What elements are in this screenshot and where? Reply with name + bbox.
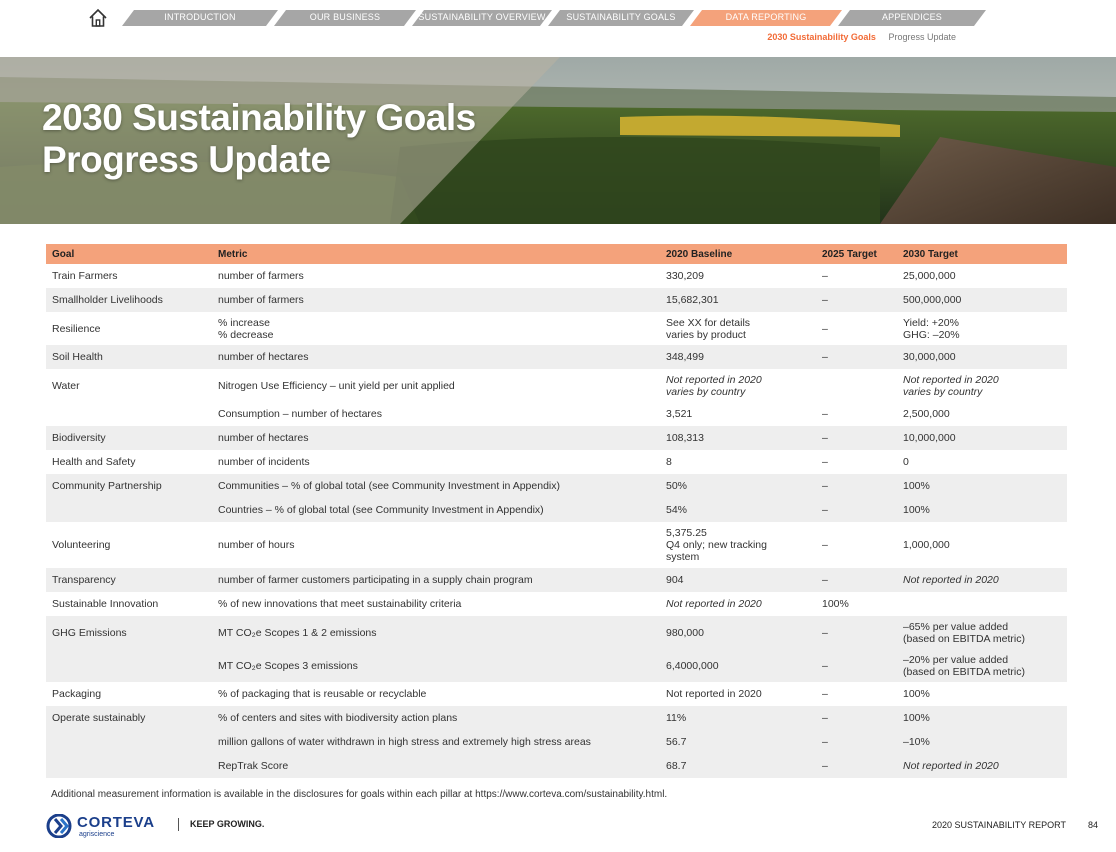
table-row: [46, 754, 1067, 778]
table-row: [46, 450, 1067, 474]
baseline-cell: 980,000: [660, 616, 816, 649]
page-number: 84: [1087, 820, 1098, 830]
subnav-active-link[interactable]: 2030 Sustainability Goals: [767, 32, 876, 42]
goal-cell: GHG Emissions: [46, 616, 212, 649]
metric-cell: Consumption – number of hectares: [218, 408, 383, 420]
goals-table: [46, 244, 1067, 778]
goal-cell: [46, 754, 212, 778]
table-row: [46, 402, 1067, 426]
nav-tab-sustainability-goals[interactable]: [548, 10, 694, 26]
nav-tab-label: APPENDICES: [881, 12, 943, 22]
target-2030-cell: 30,000,000: [897, 345, 1067, 369]
baseline-cell: 8: [666, 456, 672, 468]
footnote: Additional measurement information is available in the disclosures for goals within each pillar at https://www.corteva.com/sustainability.html.: [51, 789, 668, 800]
column-header-2025-target: 2025 Target: [816, 244, 897, 264]
brand-subtitle: agriscience: [79, 831, 115, 838]
target-2025-cell: –: [816, 426, 897, 450]
nav-tab-our-business[interactable]: [274, 10, 416, 26]
target-2030-cell: –10%: [897, 730, 1067, 754]
report-title: 2020 SUSTAINABILITY REPORT: [931, 820, 1066, 830]
metric-cell: number of farmer customers participating in a supply chain program: [212, 568, 660, 592]
target-2030-cell: 100%: [897, 474, 1067, 498]
table-row: [46, 522, 1067, 568]
page-title-line1: 2030 Sustainability Goals: [42, 97, 476, 138]
baseline-cell: 54%: [660, 498, 816, 522]
metric-cell: MT CO₂e Scopes 1 & 2 emissions: [212, 616, 660, 649]
baseline-cell: Not reported in 2020 varies by country: [666, 373, 762, 398]
table-row: [46, 649, 1067, 682]
target-2025-cell: –: [822, 456, 828, 468]
baseline-cell: 15,682,301: [660, 288, 816, 312]
baseline-cell: 68.7: [660, 754, 816, 778]
nav-tab-label: OUR BUSINESS: [309, 12, 381, 22]
goal-cell: Train Farmers: [52, 270, 118, 282]
target-2030-cell: 0: [903, 456, 909, 468]
baseline-cell: See XX for details varies by product: [666, 316, 751, 341]
target-2030-cell: 500,000,000: [897, 288, 1067, 312]
target-2025-cell: –: [816, 474, 897, 498]
metric-cell: % of centers and sites with biodiversity action plans: [212, 706, 660, 730]
target-2030-cell: Not reported in 2020 varies by country: [903, 373, 999, 398]
metric-cell: % of new innovations that meet sustainability criteria: [218, 598, 462, 610]
divider: [178, 818, 179, 831]
goal-cell: Packaging: [52, 688, 102, 700]
page-footer: [0, 812, 1116, 842]
metric-cell: number of hours: [218, 539, 295, 551]
column-header-2020-baseline: 2020 Baseline: [660, 244, 816, 264]
nav-tab-appendices[interactable]: [838, 10, 986, 26]
target-2025-cell: –: [822, 270, 828, 282]
corteva-logo-icon: [46, 814, 72, 838]
metric-cell: number of farmers: [218, 270, 304, 282]
target-2025-cell: –: [816, 288, 897, 312]
baseline-cell: 5,375.25 Q4 only; new tracking system: [666, 527, 767, 563]
metric-cell: RepTrak Score: [212, 754, 660, 778]
page-title-line2: Progress Update: [42, 139, 331, 180]
target-2025-cell: –: [822, 322, 828, 335]
nav-tab-label: DATA REPORTING: [725, 12, 807, 22]
nav-tab-label: INTRODUCTION: [164, 12, 236, 22]
target-2025-cell: –: [816, 568, 897, 592]
nav-tab-data-reporting[interactable]: [690, 10, 842, 26]
baseline-cell: 108,313: [660, 426, 816, 450]
table-row: [46, 568, 1067, 592]
target-2030-cell: 25,000,000: [903, 270, 956, 282]
target-2025-cell: –: [822, 408, 828, 420]
target-2030-cell: Yield: +20% GHG: –20%: [903, 316, 960, 341]
target-2030-cell: 1,000,000: [903, 539, 950, 551]
baseline-cell: 904: [660, 568, 816, 592]
metric-cell: % increase % decrease: [218, 316, 274, 341]
target-2025-cell: –: [816, 706, 897, 730]
nav-tab-label: SUSTAINABILITY OVERVIEW: [418, 12, 546, 22]
page-title: [42, 97, 476, 181]
tagline: KEEP GROWING.: [190, 819, 265, 829]
metric-cell: Countries – % of global total (see Community Investment in Appendix): [212, 498, 660, 522]
table-row: [46, 706, 1067, 730]
target-2030-cell: –20% per value added (based on EBITDA metric): [897, 649, 1067, 682]
target-2030-cell: [897, 592, 1067, 616]
metric-cell: number of hectares: [212, 345, 660, 369]
subnav-link[interactable]: Progress Update: [888, 32, 956, 42]
nav-tab-introduction[interactable]: [122, 10, 278, 26]
metric-cell: number of incidents: [218, 456, 310, 468]
table-row: [46, 369, 1067, 402]
column-header-goal: Goal: [46, 244, 212, 264]
goal-cell: Community Partnership: [46, 474, 212, 498]
column-header-metric: Metric: [212, 244, 660, 264]
column-header-2030-target: 2030 Target: [897, 244, 1067, 264]
target-2030-cell: Not reported in 2020: [897, 568, 1067, 592]
target-2025-cell: –: [816, 730, 897, 754]
brand-name: CORTEVA: [77, 814, 155, 831]
goal-cell: [46, 730, 212, 754]
target-2025-cell: –: [816, 498, 897, 522]
target-2025-cell: –: [816, 345, 897, 369]
metric-cell: Nitrogen Use Efficiency – unit yield per unit applied: [218, 379, 455, 392]
sub-navigation: [767, 32, 956, 42]
target-2025-cell: –: [822, 539, 828, 551]
target-2030-cell: 2,500,000: [903, 408, 950, 420]
target-2025-cell: –: [816, 754, 897, 778]
table-row: [46, 264, 1067, 288]
baseline-cell: Not reported in 2020: [666, 598, 762, 610]
goal-cell: Health and Safety: [52, 456, 136, 468]
goal-cell: Transparency: [46, 568, 212, 592]
baseline-cell: 330,209: [666, 270, 704, 282]
table-row: [46, 288, 1067, 312]
nav-tab-sustainability-overview[interactable]: [412, 10, 552, 26]
target-2030-cell: 100%: [903, 688, 930, 700]
goal-cell: [46, 402, 212, 426]
goal-cell: [46, 498, 212, 522]
goal-cell: Smallholder Livelihoods: [46, 288, 212, 312]
table-row: [46, 474, 1067, 498]
goal-cell: Soil Health: [46, 345, 212, 369]
target-2030-cell: 10,000,000: [897, 426, 1067, 450]
metric-cell: Communities – % of global total (see Community Investment in Appendix): [212, 474, 660, 498]
baseline-cell: 348,499: [660, 345, 816, 369]
baseline-cell: 56.7: [660, 730, 816, 754]
goal-cell: Sustainable Innovation: [52, 598, 159, 610]
top-navigation: [0, 0, 1116, 56]
goal-cell: Water: [52, 379, 80, 392]
table-row: [46, 592, 1067, 616]
target-2025-cell: [816, 369, 897, 402]
hero-banner: [0, 57, 1116, 224]
table-row: [46, 682, 1067, 706]
target-2025-cell: –: [822, 688, 828, 700]
baseline-cell: 11%: [660, 706, 816, 730]
home-icon[interactable]: [88, 8, 108, 28]
goal-cell: [46, 649, 212, 682]
table-row: [46, 730, 1067, 754]
table-row: [46, 616, 1067, 649]
goal-cell: Biodiversity: [46, 426, 212, 450]
table-row: [46, 312, 1067, 345]
metric-cell: % of packaging that is reusable or recyclable: [218, 688, 427, 700]
target-2030-cell: 100%: [897, 498, 1067, 522]
target-2030-cell: 100%: [897, 706, 1067, 730]
baseline-cell: Not reported in 2020: [666, 688, 762, 700]
target-2030-cell: –65% per value added (based on EBITDA metric): [897, 616, 1067, 649]
table-header-row: [46, 244, 1067, 264]
target-2025-cell: –: [816, 616, 897, 649]
table-row: [46, 345, 1067, 369]
target-2025-cell: 100%: [822, 598, 849, 610]
target-2025-cell: –: [816, 649, 897, 682]
metric-cell: number of farmers: [212, 288, 660, 312]
metric-cell: million gallons of water withdrawn in high stress and extremely high stress areas: [212, 730, 660, 754]
baseline-cell: 3,521: [666, 408, 693, 420]
goal-cell: Resilience: [52, 322, 101, 335]
baseline-cell: 50%: [660, 474, 816, 498]
table-row: [46, 498, 1067, 522]
table-row: [46, 426, 1067, 450]
target-2030-cell: Not reported in 2020: [897, 754, 1067, 778]
nav-tab-label: SUSTAINABILITY GOALS: [566, 12, 676, 22]
metric-cell: number of hectares: [212, 426, 660, 450]
goal-cell: Volunteering: [52, 539, 111, 551]
metric-cell: MT CO₂e Scopes 3 emissions: [212, 649, 660, 682]
baseline-cell: 6,4000,000: [660, 649, 816, 682]
goal-cell: Operate sustainably: [46, 706, 212, 730]
